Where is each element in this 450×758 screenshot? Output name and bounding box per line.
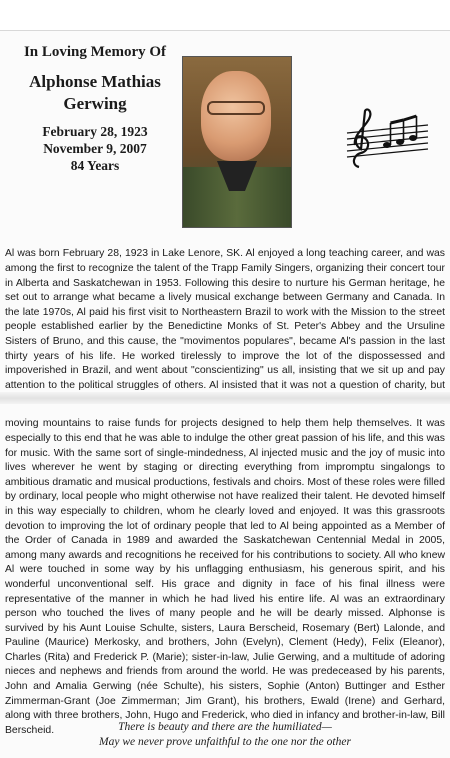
verse-line-1: There is beauty and there are the humiliated— [118, 721, 332, 733]
verse-line-2: May we never prove unfaithful to the one nor the other [99, 736, 351, 748]
page-fold-divider [0, 392, 450, 404]
name-line-2: Gerwing [63, 94, 127, 113]
portrait-glasses [207, 101, 265, 115]
age: 84 Years [70, 158, 120, 173]
deceased-name [10, 71, 180, 115]
biography-paragraph-2: moving mountains to raise funds for projects designed to help them help themselves. It was especially to this end that he was able to indulge the other great passion of his life, and this was for music. With the same sort of single-mindedness, Al injected music and the joy of music into lives wherever he went by staging or directing everything from impromptu singalongs to ambitious dramatic and musical productions, festivals and choirs. Most of these roles were filled by ordinary, local people who might otherwise not have realized their talent. He devoted himself in this way especially to children, whom he clearly loved and enjoyed. It was this grassroots devotion to improving the lot of ordinary people that led to Al being appointed as a Member of the Order of Canada in 1989 and awarded the Saskatchewan Centennial Medal in 2005, among many awards and recognitions he received for his contributions to society. All who knew Al were touched in some way by his unflagging enthusiasm, his generous spirit, and his wonderful unconventional self. His grace and dignity in face of his final illness were representative of the manner in which he had lived his entire life. Al was an extraordinary person who touched the lives of many people and he will be dearly missed. Alphonse is survived by his Aunt Louise Schulte, sisters, Laura Berscheid, Rosemary (Bert) Lalonde, and Pauline (Maurice) Merkosky, and brothers, John (Evelyn), Clement (Hedy), Felix (Eleanor), Charles (Rita) and Frederick P. (Marie); sister-in-law, Julie Gerwing, and a multitude of adoring nieces and nephews and friends from around the world. He was predeceased by his parents, John and Amalia Gerwing (née Schulte), his sisters, Sophie (Anton) Buttinger and Esther Zimmerman-Grant (Joe Zimmerman; Jim Grant), his brothers, Ewald (Irene) and Gerhard, along with three brothers, John, Hugo and Frederick, who died in infancy and brother-in-law, Bill Berscheid. [5, 418, 445, 736]
music-notes-icon [345, 105, 430, 175]
portrait-face [201, 71, 271, 161]
heading-block [10, 40, 180, 174]
biography-paragraph-1: Al was born February 28, 1923 in Lake Lenore, SK. Al enjoyed a long teaching career, and was among the first to recognize the talent of the Trapp Family Singers, organizing their concert tour in Alberta and Saskatchewan in 1953. Following this desire to nurture his German heritage, he set out to arrange what became a lively musical exchange between Germany and Canada. In the late 1970s, Al paid his first visit to Northeastern Brazil to work with the Mission to the street people established earlier by the Benedictine Monks of St. Peter's Abbey and the Ursuline Sisters of Bruno, and this cause, the "movimentos populares", became Al's passion in the last thirty years of his life. He worked tirelessly to improve the lot of the dispossessed and impoverished in Brazil, and went about "conscientizing" us all, insisting that we sit up and pay attention to the political struggles of others. Al insisted that it was not a question of charity, but [5, 248, 445, 391]
name-line-1: Alphonse Mathias [29, 72, 161, 91]
birth-date: February 28, 1923 [42, 124, 148, 139]
top-strip [0, 0, 450, 31]
life-dates [10, 123, 180, 174]
in-loving-memory-heading: In Loving Memory Of [23, 44, 167, 60]
death-date: November 9, 2007 [43, 141, 147, 156]
portrait-photo [182, 56, 292, 228]
closing-verse [0, 720, 450, 750]
